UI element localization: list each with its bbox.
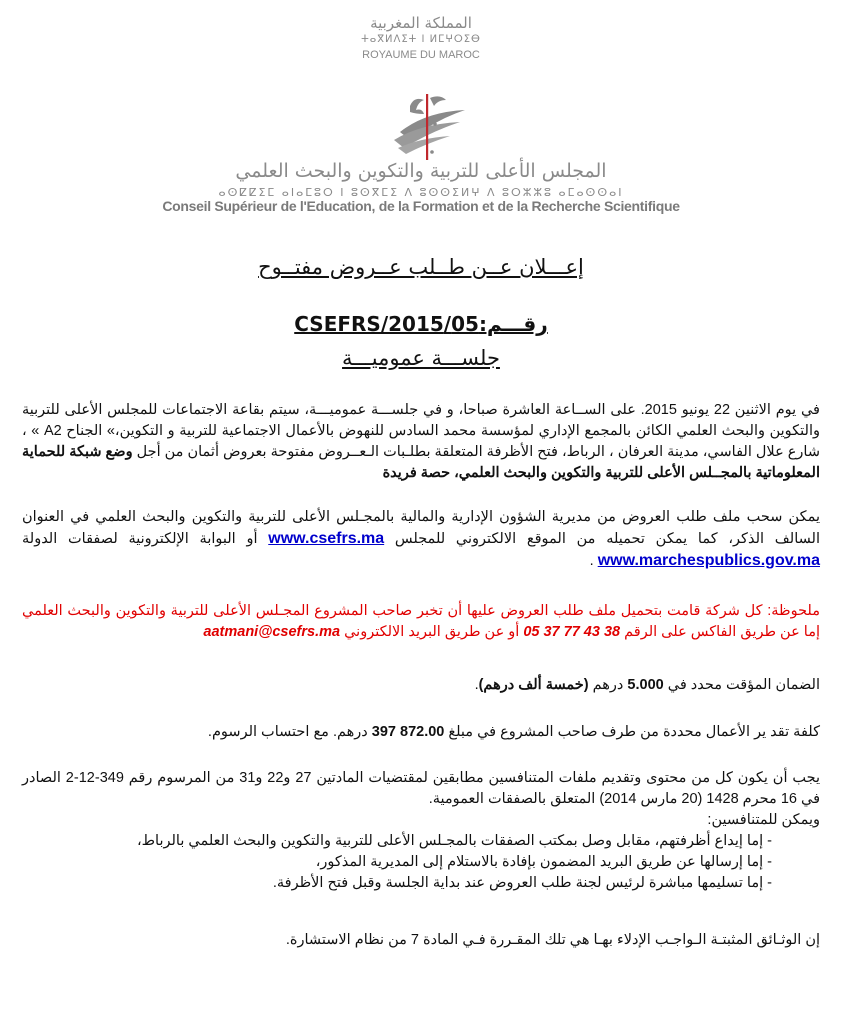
public-procurement-portal-link[interactable]: www.marchespublics.gov.ma [597,552,820,569]
kingdom-name-tifinagh: ⵜⴰⴳⵍⴷⵉⵜ ⵏ ⵍⵎⵖⵔⵉⴱ [361,34,481,45]
announcement-title: إعـــلان عــن طــلب عــروض مفتــوح [258,255,584,279]
submission-options-list [22,831,820,894]
estimate-paragraph [22,722,820,743]
guarantee-amount-words: (خمسة ألف درهم) [478,677,589,693]
note-text-email: أو عن طريق البريد الالكتروني [340,624,524,640]
reference-number: رقـــم:05/CSEFRS/2015 [294,312,548,336]
list-item: - إما إيداع أظرفتهم، مقابل وصل بمكتب الصفقات بالمجـلس الأعلى للتربية والتكوين والبحث العلمي بالرباط، [136,833,772,849]
estimate-amount: 397 872.00 [371,724,445,740]
council-name-arabic: المجلس الأعلى للتربية والتكوين والبحث العلمي [235,160,607,182]
guarantee-currency: درهم [588,677,628,693]
note-text: ملحوظة: كل شركة قامت بتحميل ملف طلب العروض عليها أن تخبر صاحب المشروع المجـلس الأعلى للتربية والتكوين والبحث العلمي إما عن طريق الفاكس على الرقم [22,603,820,640]
opening-paragraph [22,400,820,484]
fax-number: 05 37 77 43 38 [523,624,621,640]
download-text-end: . [589,553,598,569]
download-text: يمكن سحب ملف طلب العروض من مديرية الشؤون الإدارية والمالية بالمجـلس الأعلى للتربية والتكوين والبحث العلمي في العنوان السالف الذكر، كما يمكن تحميله من الموقع الالكتروني للمجلس [22,509,821,547]
download-text-portal: أو البوابة الإلكترونية لصفقات الدولة [22,531,269,547]
session-type: جلســـة عموميـــة [342,346,500,370]
estimate-text-end: درهم. مع احتساب الرسوم. [207,724,372,740]
submission-paragraph [22,768,820,894]
estimate-text: كلفة تقد ير الأعمال محددة من طرف صاحب المشروع في مبلغ [444,724,820,740]
guarantee-amount: 5.000 [627,677,664,693]
opening-text: في يوم الاثنين 22 يونيو 2015. على الســاعة العاشرة صباحا، و في جلســـة عموميـــة، سيتم بقاعة الاجتماعات للمجلس الأعلى للتربية والتكوين والبحث العلمي الكائن بالمجمع الإداري لمؤسسة محمد السادس للنهوض بالأعمال الاجتماعية للتربية و التكوين،» الجناح A2 » ، شارع علال الفاسي، مدينة العرفان ، الرباط، فتح الأظرفة المتعلقة بطلـبات الـعــروض مفتوحة بعروض أثمان من أجل [22,402,820,460]
documents-paragraph: إن الوثـائق المثبتـة الـواجـب الإدلاء بهـا هي تلك المقـررة فـي المادة 7 من نظام الاستشارة. [285,932,820,948]
guarantee-end: . [474,677,479,693]
submission-intro: ويمكن للمتنافسين: [707,812,820,828]
council-logo-icon [380,92,470,162]
guarantee-paragraph [22,675,820,696]
note-paragraph [22,601,820,643]
guarantee-text: الضمان المؤقت محدد في [663,677,820,693]
csefrs-website-link[interactable]: www.csefrs.ma [268,530,385,547]
list-item: - إما إرسالها عن طريق البريد المضمون بإفادة بالاستلام إلى المديرية المذكور، [315,854,772,870]
kingdom-name-french: ROYAUME DU MAROC [362,49,480,61]
list-item: - إما تسليمها مباشرة لرئيس لجنة طلب العروض عند بداية الجلسة وقبل فتح الأظرفة. [272,875,772,891]
contact-email[interactable]: aatmani@csefrs.ma [203,624,341,640]
council-name-french: Conseil Supérieur de l'Education, de la Formation et de la Recherche Scientifique [162,198,680,214]
project-subject: وضع شبكة للحماية المعلوماتية بالمجــلس الأعلى للتربية والتكوين والبحث العلمي، حصة فريدة [22,444,820,481]
submission-requirements: يجب أن يكون كل من محتوى وتقديم ملفات المتنافسين مطابقين لمقتضيات المادتين 27 و22 و31 من المرسوم رقم 349-12-2 الصادر في 16 محرم 1428 (20 مارس 2014) المتعلق بالصفقات العمومية. [22,770,820,807]
download-paragraph [22,507,820,572]
kingdom-name-arabic: المملكة المغربية [370,14,472,32]
council-name-tifinagh: ⴰⵙⵇⵇⵉⵎ ⴰⵏⴰⵎⵓⵔ ⵏ ⵓⵙⴳⵎⵉ ⴷ ⵓⵙⵙⵉⵍⵖ ⴷ ⵓⵔⵣⵣⵓ ⴰⵎⴰⵙⵙⴰⵏ [218,186,624,199]
